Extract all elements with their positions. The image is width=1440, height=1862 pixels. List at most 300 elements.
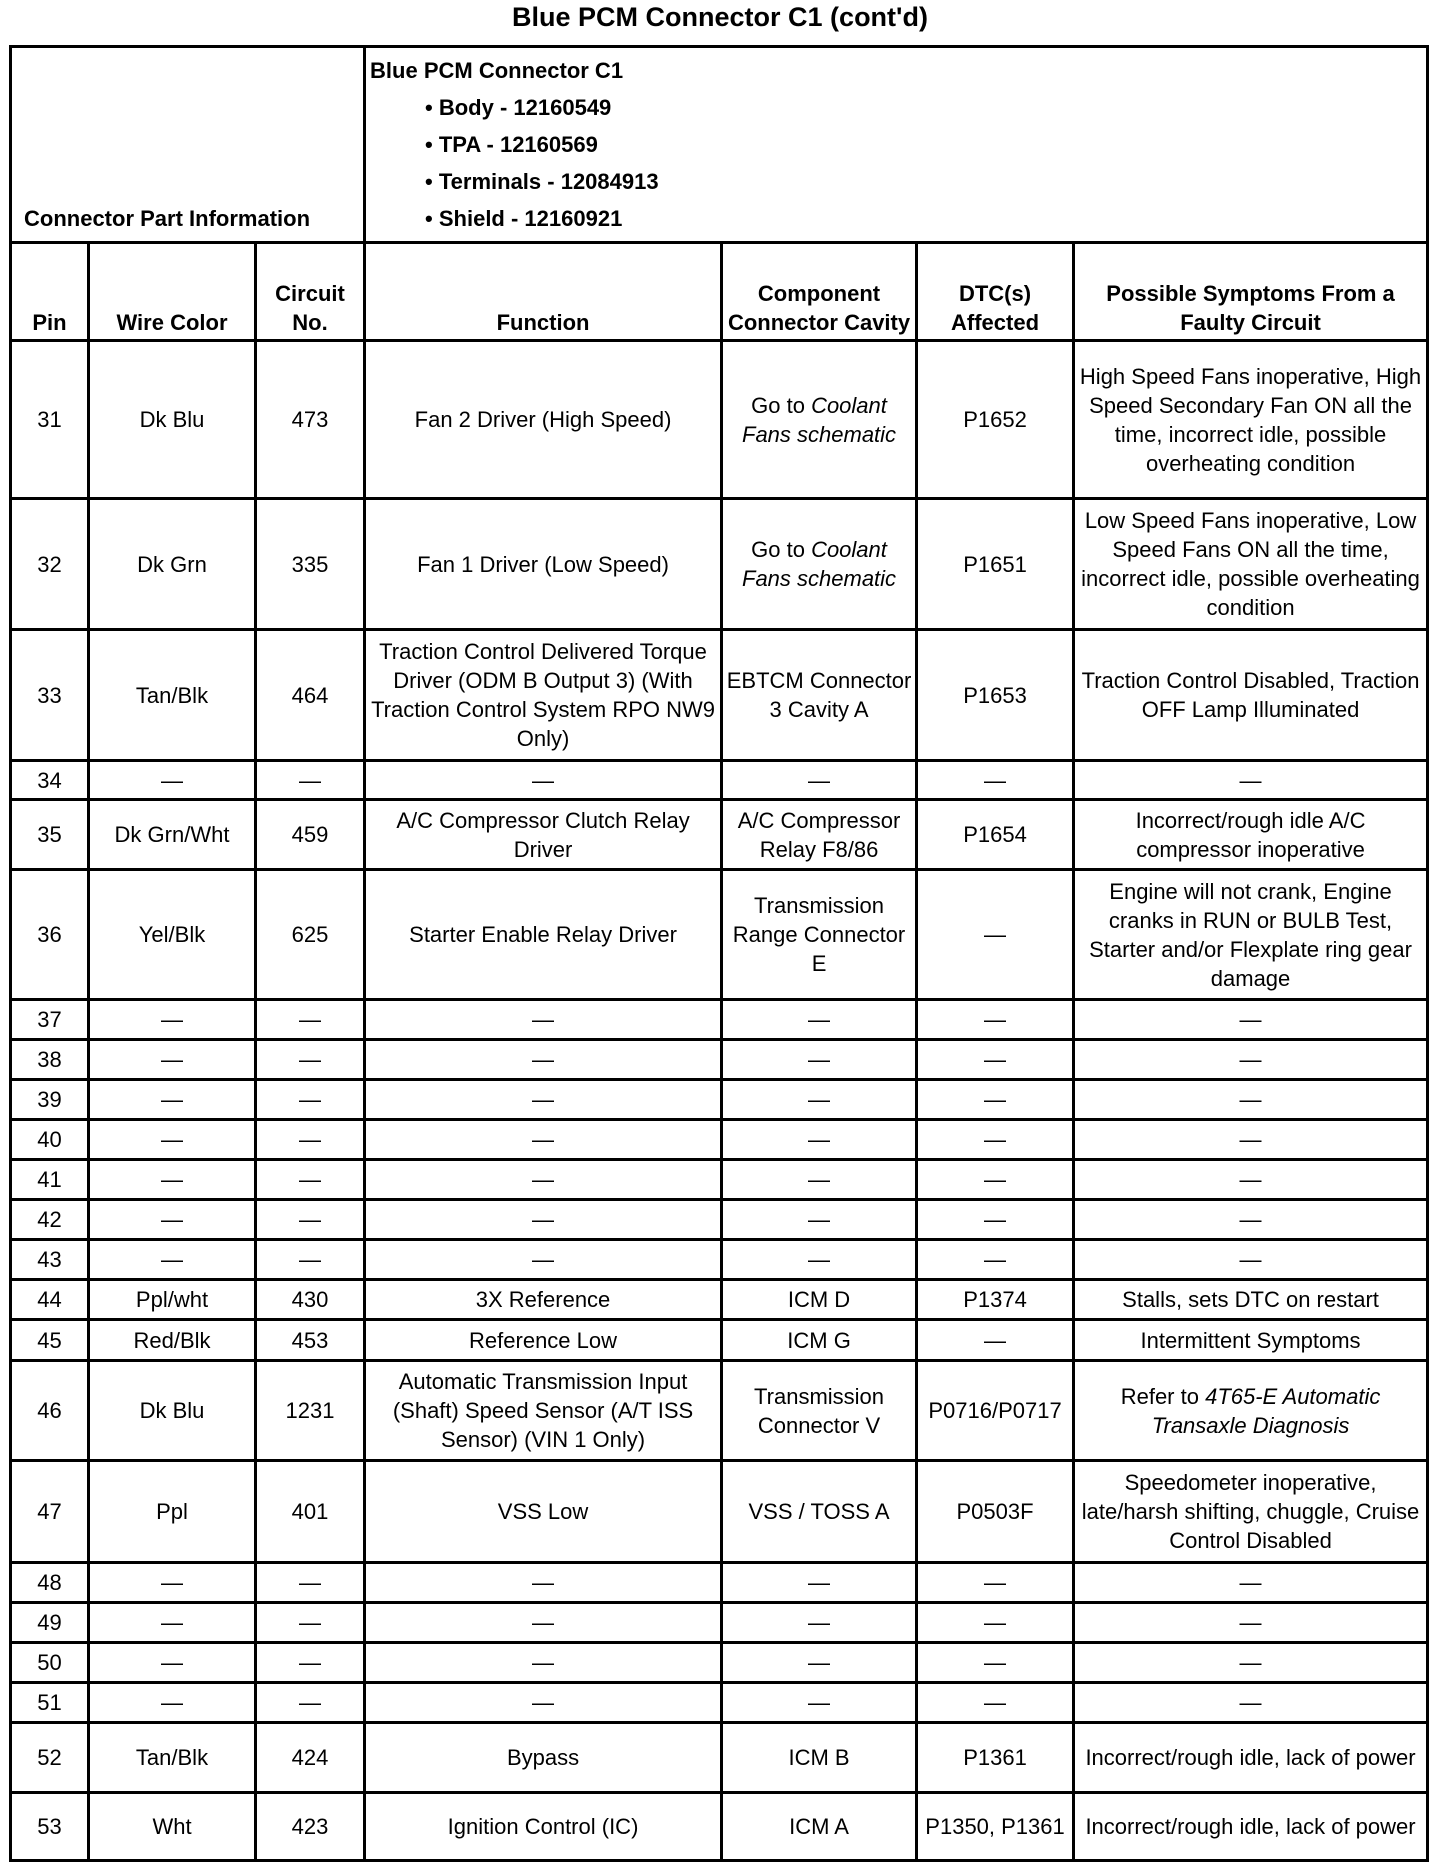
cell-pin: [11, 761, 89, 800]
table-row: [11, 1683, 1428, 1723]
function-text: Ignition Control (IC): [447, 1814, 639, 1839]
cell-pin: [11, 1000, 89, 1040]
connector-info-heading: Blue PCM Connector C1: [370, 58, 624, 83]
function-text: —: [532, 1167, 555, 1192]
circuit-no-text: 430: [291, 1287, 329, 1312]
wire-color-text: Ppl/wht: [135, 1287, 209, 1312]
component-cavity-text: —: [808, 1650, 831, 1675]
symptoms-text: —: [1239, 1167, 1262, 1192]
cell-circuit-no: [256, 1563, 365, 1603]
cell-circuit-no: [256, 1280, 365, 1320]
cell-symptoms: [1074, 630, 1428, 761]
symptoms-text: —: [1239, 1007, 1262, 1032]
cell-component-cavity: [722, 1683, 917, 1723]
function-text: —: [532, 1570, 555, 1595]
cell-symptoms: [1074, 1361, 1428, 1461]
table-row: [11, 870, 1428, 1000]
pin-text: 39: [37, 1087, 62, 1112]
symptoms-text: Low Speed Fans inoperative, Low Speed Fans ON all the time, incorrect idle, possible overheating condition: [1081, 508, 1420, 620]
pin-text: 34: [37, 767, 62, 793]
cell-function: [365, 1793, 722, 1861]
table-row: [11, 1160, 1428, 1200]
pin-text: 33: [37, 682, 62, 708]
cell-wire-color: [89, 1461, 256, 1563]
cell-pin: [11, 1120, 89, 1160]
function-text: 3X Reference: [475, 1287, 611, 1312]
cell-circuit-no: [256, 1723, 365, 1793]
dtc-text: —: [984, 1047, 1007, 1072]
cell-function: [365, 1563, 722, 1603]
cell-pin: [11, 1080, 89, 1120]
circuit-no-text: 423: [291, 1814, 329, 1839]
symptoms-text: Refer to: [1120, 1383, 1206, 1409]
component-cavity-text: —: [808, 1127, 831, 1152]
component-cavity-text: —: [808, 1247, 831, 1272]
cell-wire-color: [89, 1793, 256, 1861]
component-cavity-text: —: [808, 1047, 831, 1072]
circuit-no-text: 625: [291, 922, 329, 947]
cell-component-cavity: [722, 1160, 917, 1200]
wire-color-text: —: [161, 1650, 183, 1675]
cell-symptoms: [1074, 1643, 1428, 1683]
cell-function: [365, 341, 722, 499]
cell-component-cavity: [722, 341, 917, 499]
component-cavity-text: Transmission Connector V: [754, 1383, 885, 1438]
circuit-no-text: 335: [291, 551, 329, 577]
cell-circuit-no: [256, 1000, 365, 1040]
dtc-text: P1653: [963, 682, 1027, 708]
function-text: —: [532, 1007, 555, 1032]
cell-pin: [11, 630, 89, 761]
cell-wire-color: [89, 761, 256, 800]
circuit-no-text: —: [299, 1207, 322, 1232]
cell-component-cavity: [722, 1793, 917, 1861]
cell-component-cavity: [722, 1080, 917, 1120]
cell-function: [365, 761, 722, 800]
circuit-no-text: 424: [291, 1745, 329, 1770]
cell-function: [365, 1080, 722, 1120]
component-cavity-text: —: [808, 1007, 831, 1032]
component-cavity-text: VSS / TOSS A: [748, 1499, 890, 1524]
circuit-no-text: —: [299, 1167, 322, 1192]
cell-circuit-no: [256, 870, 365, 1000]
dtc-text: —: [984, 1650, 1007, 1675]
wire-color-text: Tan/Blk: [135, 1745, 209, 1770]
cell-dtc: [917, 1361, 1074, 1461]
wire-color-text: —: [161, 1247, 183, 1272]
circuit-no-text: —: [299, 1247, 322, 1272]
cell-dtc: [917, 800, 1074, 870]
cell-symptoms: [1074, 1160, 1428, 1200]
function-text: Starter Enable Relay Driver: [409, 922, 677, 947]
wire-color-text: Red/Blk: [133, 1327, 211, 1353]
header-pin: Pin: [11, 243, 89, 341]
cell-dtc: [917, 1723, 1074, 1793]
table-row: [11, 1000, 1428, 1040]
part-number-item: • Terminals - 12084913: [425, 163, 1422, 200]
cell-component-cavity: [722, 630, 917, 761]
cell-dtc: [917, 499, 1074, 630]
circuit-no-text: 453: [291, 1327, 329, 1353]
cell-function: [365, 1361, 722, 1461]
symptoms-text: —: [1239, 1570, 1262, 1595]
wire-color-text: Wht: [152, 1814, 192, 1839]
cell-dtc: [917, 1000, 1074, 1040]
cell-circuit-no: [256, 800, 365, 870]
cell-circuit-no: [256, 761, 365, 800]
cell-symptoms: [1074, 1320, 1428, 1361]
symptoms-text: —: [1239, 1690, 1262, 1715]
cell-symptoms: [1074, 1240, 1428, 1280]
cell-pin: [11, 1160, 89, 1200]
cell-circuit-no: [256, 630, 365, 761]
cell-symptoms: [1074, 1000, 1428, 1040]
dtc-text: P0716/P0717: [928, 1398, 1062, 1423]
pin-text: 41: [37, 1167, 62, 1192]
pin-text: 43: [37, 1247, 62, 1272]
cell-symptoms: [1074, 1461, 1428, 1563]
cell-function: [365, 1120, 722, 1160]
cell-symptoms: [1074, 761, 1428, 800]
cell-component-cavity: [722, 1723, 917, 1793]
cell-circuit-no: [256, 341, 365, 499]
cell-dtc: [917, 1563, 1074, 1603]
cell-circuit-no: [256, 1683, 365, 1723]
cell-dtc: [917, 341, 1074, 499]
dtc-text: —: [984, 1167, 1007, 1192]
function-text: Traction Control Delivered Torque Driver (ODM B Output 3) (With Traction Control System RPO NW9 Only): [371, 639, 715, 751]
function-text: —: [532, 1127, 555, 1152]
cell-component-cavity: [722, 870, 917, 1000]
function-text: —: [532, 1690, 555, 1715]
cell-pin: [11, 341, 89, 499]
component-cavity-text: ICM B: [788, 1745, 850, 1770]
connector-part-info-label: Connector Part Information: [11, 47, 365, 243]
circuit-no-text: —: [299, 1047, 322, 1072]
cell-circuit-no: [256, 1461, 365, 1563]
pin-text: 42: [37, 1207, 62, 1232]
symptoms-text: Traction Control Disabled, Traction OFF Lamp Illuminated: [1081, 668, 1420, 722]
cell-component-cavity: [722, 1280, 917, 1320]
cell-circuit-no: [256, 1320, 365, 1361]
wire-color-text: —: [161, 1047, 183, 1072]
cell-pin: [11, 499, 89, 630]
cell-dtc: [917, 1040, 1074, 1080]
cell-dtc: [917, 1280, 1074, 1320]
cell-wire-color: [89, 1000, 256, 1040]
pin-text: 47: [37, 1499, 62, 1524]
function-text: A/C Compressor Clutch Relay Driver: [396, 807, 690, 862]
symptoms-text: —: [1239, 767, 1262, 793]
pin-text: 37: [37, 1007, 62, 1032]
wire-color-text: —: [161, 1570, 183, 1595]
cell-pin: [11, 1280, 89, 1320]
wire-color-text: Dk Blu: [139, 1398, 205, 1423]
table-row: [11, 630, 1428, 761]
symptoms-text: —: [1239, 1207, 1262, 1232]
dtc-text: —: [984, 1207, 1007, 1232]
function-text: —: [532, 1047, 555, 1072]
cell-symptoms: [1074, 1723, 1428, 1793]
cell-function: [365, 630, 722, 761]
wire-color-text: —: [161, 1007, 183, 1032]
cell-function: [365, 1320, 722, 1361]
function-text: —: [532, 1207, 555, 1232]
cell-wire-color: [89, 1643, 256, 1683]
wire-color-text: Tan/Blk: [135, 682, 209, 708]
cell-dtc: [917, 761, 1074, 800]
cell-wire-color: [89, 630, 256, 761]
cell-function: [365, 1603, 722, 1643]
cell-function: [365, 1461, 722, 1563]
symptoms-text: Engine will not crank, Engine cranks in RUN or BULB Test, Starter and/or Flexplate ring gear damage: [1089, 878, 1412, 991]
cell-pin: [11, 1563, 89, 1603]
component-cavity-text: Transmission Range Connector E: [732, 893, 906, 976]
page-title: Blue PCM Connector C1 (cont'd): [512, 2, 928, 32]
cell-component-cavity: [722, 1563, 917, 1603]
cell-component-cavity: [722, 1000, 917, 1040]
pin-text: 53: [37, 1814, 62, 1839]
cell-function: [365, 1280, 722, 1320]
dtc-text: —: [984, 1690, 1007, 1715]
component-cavity-text: —: [808, 1087, 831, 1112]
function-text: —: [532, 1087, 555, 1112]
circuit-no-text: —: [299, 1690, 322, 1715]
cell-wire-color: [89, 1200, 256, 1240]
cell-wire-color: [89, 1240, 256, 1280]
dtc-text: —: [984, 1247, 1007, 1272]
pin-text: 40: [37, 1127, 62, 1152]
cell-pin: [11, 1040, 89, 1080]
cell-dtc: [917, 630, 1074, 761]
wire-color-text: —: [161, 1610, 183, 1635]
circuit-no-text: 459: [291, 822, 329, 847]
component-cavity-text: —: [808, 767, 831, 793]
circuit-no-text: 473: [291, 407, 329, 432]
cell-wire-color: [89, 1683, 256, 1723]
cell-wire-color: [89, 1040, 256, 1080]
component-cavity-text: —: [808, 1610, 831, 1635]
dtc-text: P1651: [963, 551, 1027, 577]
circuit-no-text: —: [299, 1610, 322, 1635]
symptoms-text: Stalls, sets DTC on restart: [1122, 1287, 1379, 1312]
cell-function: [365, 1723, 722, 1793]
cell-wire-color: [89, 1280, 256, 1320]
cell-circuit-no: [256, 1200, 365, 1240]
pin-text: 38: [37, 1047, 62, 1072]
cell-wire-color: [89, 499, 256, 630]
wire-color-text: —: [161, 1167, 183, 1192]
cell-wire-color: [89, 1603, 256, 1643]
cell-component-cavity: [722, 1643, 917, 1683]
cell-wire-color: [89, 1120, 256, 1160]
cell-component-cavity: [722, 800, 917, 870]
wire-color-text: Yel/Blk: [138, 922, 206, 947]
table-row: [11, 1040, 1428, 1080]
cell-wire-color: [89, 1160, 256, 1200]
pin-text: 44: [37, 1287, 62, 1312]
cell-pin: [11, 870, 89, 1000]
cell-wire-color: [89, 341, 256, 499]
function-text: —: [532, 1650, 555, 1675]
pin-text: 52: [37, 1745, 62, 1770]
table-row: [11, 1080, 1428, 1120]
component-cavity-text: A/C Compressor Relay F8/86: [737, 807, 901, 862]
cell-wire-color: [89, 1563, 256, 1603]
cell-component-cavity: [722, 1361, 917, 1461]
table-row: [11, 341, 1428, 499]
cell-component-cavity: [722, 1603, 917, 1643]
cell-function: [365, 1683, 722, 1723]
connector-info-row: [11, 47, 1428, 243]
header-function: Function: [365, 243, 722, 341]
cell-dtc: [917, 1643, 1074, 1683]
symptoms-text: —: [1239, 1087, 1262, 1112]
component-cavity-text: Go to: [751, 537, 812, 562]
function-text: Fan 1 Driver (Low Speed): [417, 551, 669, 577]
function-text: Fan 2 Driver (High Speed): [414, 407, 672, 432]
connector-part-info: [365, 47, 1428, 243]
cell-wire-color: [89, 1080, 256, 1120]
cell-wire-color: [89, 1723, 256, 1793]
dtc-text: P0503F: [956, 1499, 1034, 1524]
cell-pin: [11, 1603, 89, 1643]
symptoms-text: —: [1239, 1047, 1262, 1072]
cell-pin: [11, 1200, 89, 1240]
wire-color-text: —: [161, 1087, 183, 1112]
cell-wire-color: [89, 1320, 256, 1361]
dtc-text: P1350, P1361: [925, 1814, 1065, 1839]
cell-circuit-no: [256, 1080, 365, 1120]
cell-dtc: [917, 1461, 1074, 1563]
cell-symptoms: [1074, 1793, 1428, 1861]
cell-pin: [11, 1361, 89, 1461]
cell-symptoms: [1074, 800, 1428, 870]
symptoms-text: —: [1239, 1650, 1262, 1675]
cell-symptoms: [1074, 341, 1428, 499]
cell-pin: [11, 1240, 89, 1280]
cell-function: [365, 1040, 722, 1080]
part-number-item: • Body - 12160549: [425, 89, 1422, 126]
table-row: [11, 1793, 1428, 1861]
cell-dtc: [917, 1120, 1074, 1160]
circuit-no-text: —: [299, 1570, 322, 1595]
cell-dtc: [917, 1240, 1074, 1280]
cell-circuit-no: [256, 1120, 365, 1160]
pin-text: 48: [37, 1570, 62, 1595]
cell-component-cavity: [722, 1120, 917, 1160]
header-wire-color: Wire Color: [89, 243, 256, 341]
circuit-no-text: 401: [291, 1499, 329, 1524]
cell-function: [365, 1643, 722, 1683]
table-row: [11, 499, 1428, 630]
cell-symptoms: [1074, 1603, 1428, 1643]
function-text: Reference Low: [469, 1327, 618, 1353]
column-header-row: [11, 243, 1428, 341]
cell-wire-color: [89, 870, 256, 1000]
cell-pin: [11, 1643, 89, 1683]
circuit-no-text: —: [299, 1650, 322, 1675]
symptoms-text: Incorrect/rough idle, lack of power: [1085, 1814, 1416, 1839]
pin-text: 31: [37, 407, 62, 432]
function-text: —: [532, 1610, 555, 1635]
component-cavity-reference: Coolant Fans schematic: [742, 537, 897, 591]
pin-text: 35: [37, 822, 62, 847]
cell-symptoms: [1074, 1683, 1428, 1723]
header-circuit-no: Circuit No.: [256, 243, 365, 341]
table-row: [11, 1461, 1428, 1563]
component-cavity-text: EBTCM Connector 3 Cavity A: [726, 668, 912, 722]
header-component-cavity: Component Connector Cavity: [722, 243, 917, 341]
part-number-list: [370, 89, 1422, 237]
symptoms-text: —: [1239, 1247, 1262, 1272]
cell-function: [365, 1200, 722, 1240]
component-cavity-text: Go to: [751, 392, 812, 418]
component-cavity-text: ICM A: [789, 1814, 849, 1839]
dtc-text: —: [984, 1570, 1007, 1595]
cell-symptoms: [1074, 1080, 1428, 1120]
component-cavity-text: —: [808, 1570, 831, 1595]
cell-function: [365, 800, 722, 870]
symptoms-text: —: [1239, 1127, 1262, 1152]
cell-function: [365, 1160, 722, 1200]
dtc-text: P1361: [963, 1745, 1027, 1770]
cell-component-cavity: [722, 499, 917, 630]
table-row: [11, 1723, 1428, 1793]
component-cavity-text: —: [808, 1207, 831, 1232]
part-number-item: • Shield - 12160921: [425, 200, 1422, 237]
pin-text: 50: [37, 1650, 62, 1675]
table-row: [11, 1200, 1428, 1240]
dtc-text: —: [984, 1610, 1007, 1635]
pin-text: 36: [37, 922, 62, 947]
cell-circuit-no: [256, 1160, 365, 1200]
table-row: [11, 800, 1428, 870]
table-row: [11, 1643, 1428, 1683]
symptoms-text: Incorrect/rough idle, lack of power: [1085, 1745, 1416, 1770]
cell-component-cavity: [722, 761, 917, 800]
table-row: [11, 1280, 1428, 1320]
table-row: [11, 1563, 1428, 1603]
dtc-text: —: [984, 1127, 1007, 1152]
symptoms-text: Incorrect/rough idle A/C compressor inoperative: [1135, 807, 1366, 862]
pin-text: 51: [37, 1690, 62, 1715]
pin-text: 32: [37, 551, 62, 577]
dtc-text: —: [984, 922, 1007, 947]
cell-pin: [11, 1683, 89, 1723]
cell-dtc: [917, 1200, 1074, 1240]
cell-function: [365, 1000, 722, 1040]
circuit-no-text: —: [299, 1007, 322, 1032]
circuit-no-text: —: [299, 1087, 322, 1112]
cell-symptoms: [1074, 1200, 1428, 1240]
cell-circuit-no: [256, 1040, 365, 1080]
cell-pin: [11, 1723, 89, 1793]
cell-pin: [11, 1793, 89, 1861]
cell-dtc: [917, 1080, 1074, 1120]
cell-symptoms: [1074, 1040, 1428, 1080]
cell-component-cavity: [722, 1040, 917, 1080]
circuit-no-text: —: [299, 767, 322, 793]
symptoms-text: Speedometer inoperative, late/harsh shifting, chuggle, Cruise Control Disabled: [1081, 1470, 1420, 1553]
dtc-text: —: [984, 1327, 1007, 1353]
dtc-text: P1374: [963, 1287, 1027, 1312]
wire-color-text: Dk Blu: [139, 407, 205, 432]
table-row: [11, 1120, 1428, 1160]
cell-dtc: [917, 1320, 1074, 1361]
wire-color-text: Ppl: [156, 1499, 188, 1524]
wire-color-text: —: [161, 1207, 183, 1232]
